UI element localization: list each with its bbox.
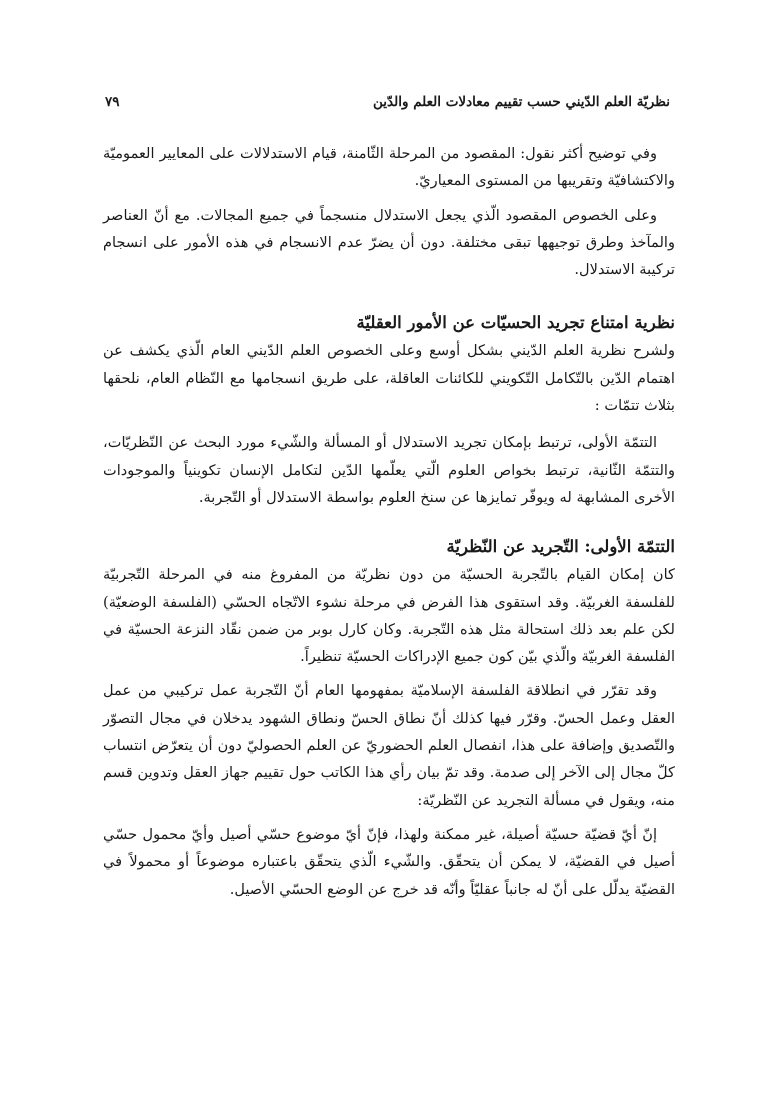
paragraph-quote: إنّ أيّ قضيّة حسيّة أصيلة، غير ممكنة ولهذا، فإنّ أيّ موضوع حسّي أصيل وأيّ محمول حسّي أصيل في القضيّة، لا يمكن أن يتحقّق. والشّيء الّذي يتحقّق باعتباره موضوعاً أو محمولاً في القضيّة يدلّل على أنّ له جانباً عقليّاً وأنّه قد خرج عن الوضع الحسّي الأصيل. bbox=[103, 825, 675, 898]
paragraph-intro: وفي توضيح أكثر نقول: المقصود من المرحلة الثّامنة، قيام الاستدلالات على المعايير العموميّة والاكتشافيّة وتقريبها من المستوى المعياريّ. bbox=[103, 145, 675, 190]
paragraph-sensory-experiment: كان إمكان القيام بالتّجربة الحسيّة من دون نظريّة من المفروغ منه في المرحلة التّجربيّة للفلسفة الغربيّة. وقد استقوى هذا الفرض في مرحلة نشوء الاتّجاه الحسّي (الفلسفة الوضعيّة) لكن علم بعد ذلك استحالة مثل هذه التّجربة. وكان كارل بوبر من ضمن نقّاد النزعة الحسيّة في الفلسفة الغربيّة والّذي بيّن كون جميع الإدراكات الحسيّة تنظيراً. bbox=[103, 566, 675, 666]
paragraph-consistency: وعلى الخصوص المقصود الّذي يجعل الاستدلال منسجماً في جميع المجالات. مع أنّ العناصر والمآخذ وطرق توجيهها تبقى مختلفة. دون أن يضرّ عدم الانسجام في هذه الأمور على انسجام تركيبة الاستدلال. bbox=[103, 206, 675, 279]
section-heading-abstraction-theory: نظرية امتناع تجريد الحسيّات عن الأمور العقليّة bbox=[356, 313, 675, 333]
running-header bbox=[105, 90, 670, 114]
section-heading-first-supplement: التتمّة الأولى: التّجريد عن النّظريّة bbox=[446, 537, 675, 557]
paragraph-supplements: التتمّة الأولى، ترتبط بإمكان تجريد الاستدلال أو المسألة والشّيء مورد البحث عن النّظريّات، والتتمّة الثّانية، ترتبط بخواص العلوم الّتي يعلّمها الدّين لتكامل الإنسان تكوينياً والموجودات الأخرى المشابهة له ويوفّر تمايزها عن سنخ العلوم بواسطة الاستدلال أو التّجربة. bbox=[103, 434, 675, 506]
paragraph-religious-science: ولشرح نظرية العلم الدّيني بشكل أوسع وعلى الخصوص العلم الدّيني العام الّذي يكشف عن اهتمام الدّين بالتّكامل التّكويني للكائنات العاقلة، على طريق انسجامها مع النّظام العام، نلحقها بثلاث تتمّات : bbox=[103, 342, 675, 415]
page-body bbox=[103, 140, 675, 903]
paragraph-islamic-philosophy: وقد تقرّر في انطلاقة الفلسفة الإسلاميّة بمفهومها العام أنّ التّجربة عمل تركيبي من عمل العقل وعمل الحسّ. وقرّر فيها كذلك أنّ نطاق الحسّ ونطاق الشهود يدخلان في مجال التصوّر والتّصديق وإضافة على هذا، انفصال العلم الحضوريّ عن العلم الحصوليّ دون أن يتعرّض انتساب كلّ مجال إلى الآخر إلى صدمة. وقد تمّ بيان رأي هذا الكاتب حول تقييم جهاز العقل وتدوين قسم منه، ويقول في مسألة التجريد عن النّظريّة: bbox=[103, 682, 675, 809]
running-title: نظريّة العلم الدّيني حسب تقييم معادلات العلم والدّين bbox=[372, 94, 670, 110]
page-number: ٧٩ bbox=[105, 94, 120, 110]
